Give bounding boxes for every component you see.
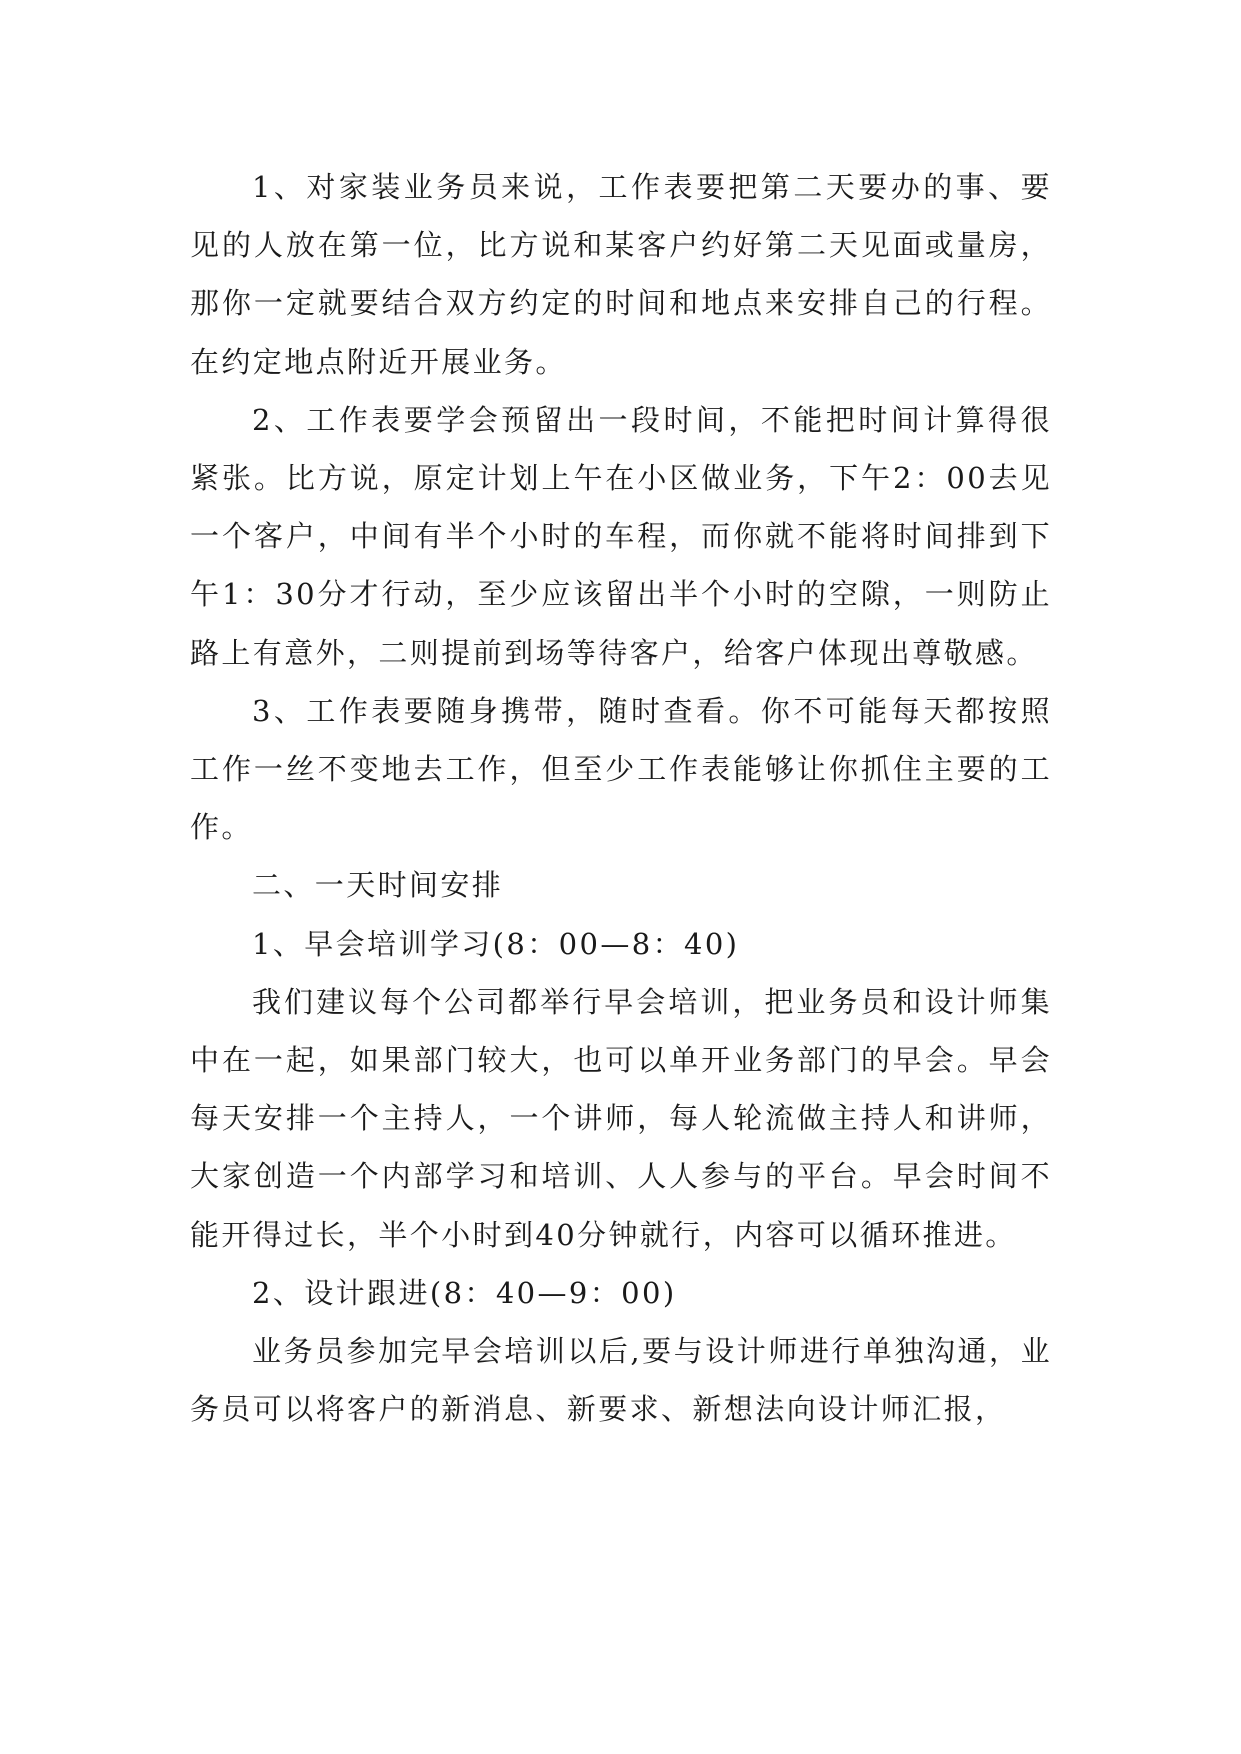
paragraph-design-followup: 业务员参加完早会培训以后,要与设计师进行单独沟通，业务员可以将客户的新消息、新要求、新想法向设计师汇报， bbox=[190, 1334, 1052, 1427]
paragraph-carry-schedule: 3、工作表要随身携带，随时查看。你不可能每天都按照工作一丝不变地去工作，但至少工作表能够让你抓住主要的工作。 bbox=[190, 693, 1052, 845]
paragraph-reserve-time: 2、工作表要学会预留出一段时间，不能把时间计算得很紧张。比方说，原定计划上午在小区做业务，下午2：00去见一个客户，中间有半个小时的车程，而你就不能将时间排到下午1：30分才行动，至少应该留出半个小时的空隙，一则防止路上有意外，二则提前到场等待客户，给客户体现出尊敬感。 bbox=[190, 402, 1052, 670]
document-body bbox=[190, 158, 1052, 1438]
paragraph-morning-meeting: 我们建议每个公司都举行早会培训，把业务员和设计师集中在一起，如果部门较大，也可以单开业务部门的早会。早会每天安排一个主持人，一个讲师，每人轮流做主持人和讲师，大家创造一个内部学习和培训、人人参与的平台。早会时间不能开得过长，半个小时到40分钟就行，内容可以循环推进。 bbox=[190, 984, 1052, 1252]
paragraph-schedule-priority: 1、对家装业务员来说，工作表要把第二天要办的事、要见的人放在第一位，比方说和某客户约好第二天见面或量房，那你一定就要结合双方约定的时间和地点来安排自己的行程。在约定地点附近开展业务。 bbox=[190, 170, 1052, 379]
section-heading-daily-schedule: 二、一天时间安排 bbox=[252, 868, 504, 903]
subheading-design-followup: 2、设计跟进(8：40—9：00) bbox=[252, 1275, 677, 1310]
subheading-morning-meeting: 1、早会培训学习(8：00—8：40) bbox=[252, 926, 740, 961]
